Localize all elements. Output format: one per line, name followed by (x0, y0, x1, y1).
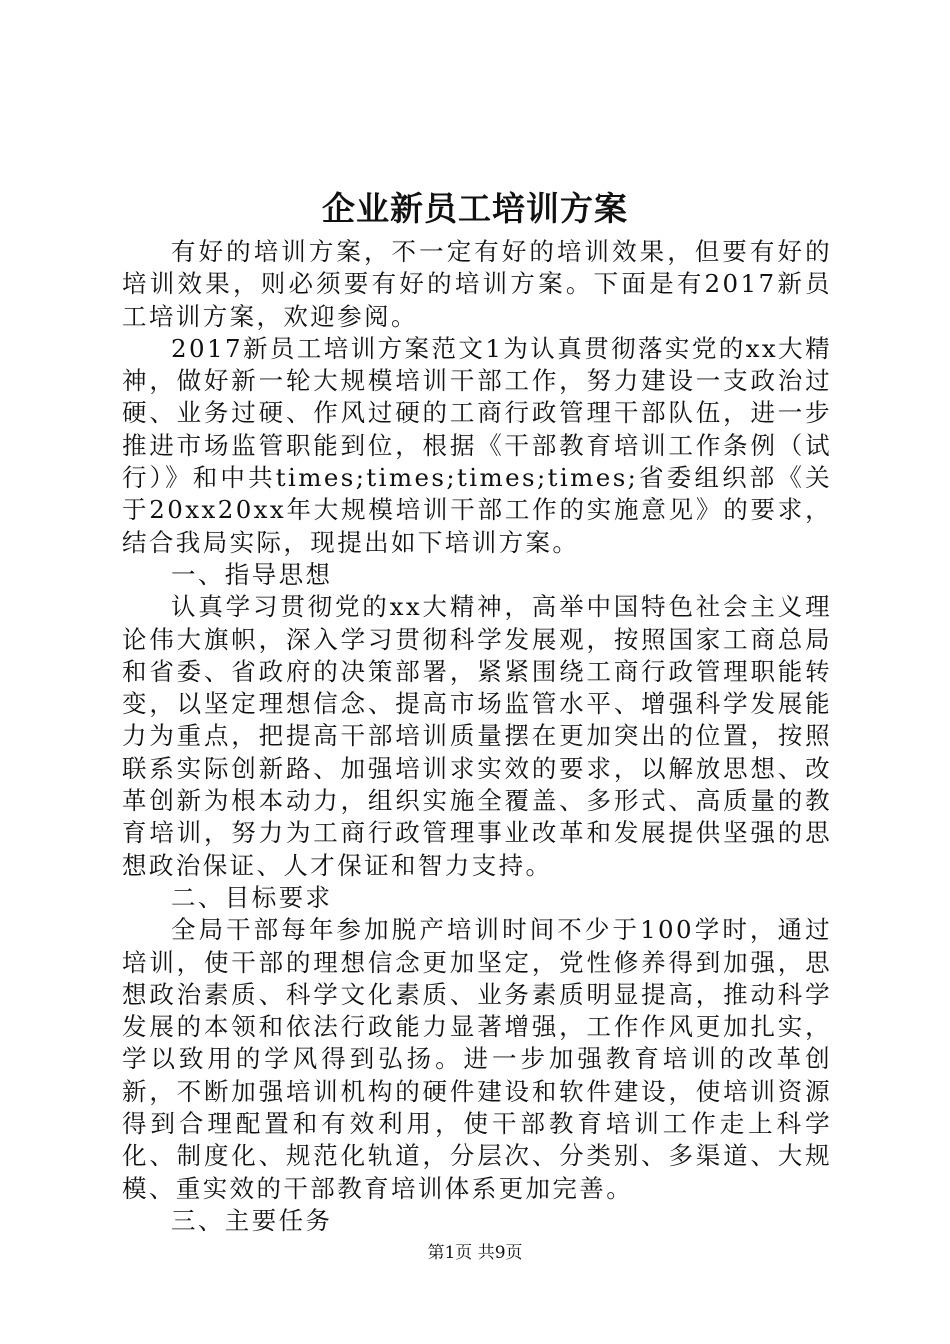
plan-paragraph: 2017新员工培训方案范文1为认真贯彻落实党的xx大精神，做好新一轮大规模培训干部工作，努力建设一支政治过硬、业务过硬、作风过硬的工商行政管理干部队伍，进一步推进市场监管职能到位，根据《干部教育培训工作条例（试行）》和中共times;times;times;times;省委组织部《关于20xx20xx年大规模培训干部工作的实施意见》的要求，结合我局实际，现提出如下培训方案。 (122, 333, 832, 557)
page-number-footer: 第1页 共9页 (427, 1243, 523, 1263)
section-heading-guiding-ideology: 一、指导思想 (171, 559, 333, 589)
document-body (122, 236, 832, 1237)
guiding-ideology-paragraph: 认真学习贯彻党的xx大精神，高举中国特色社会主义理论伟大旗帜，深入学习贯彻科学发展观，按照国家工商总局和省委、省政府的决策部署，紧紧围绕工商行政管理职能转变，以坚定理想信念、提高市场监管水平、增强科学发展能力为重点，把提高干部培训质量摆在更加突出的位置，按照联系实际创新路、加强培训求实效的要求，以解放思想、改革创新为根本动力，组织实施全覆盖、多形式、高质量的教育培训，努力为工商行政管理事业改革和发展提供坚强的思想政治保证、人才保证和智力支持。 (122, 592, 832, 880)
goals-paragraph: 全局干部每年参加脱产培训时间不少于100学时，通过培训，使干部的理想信念更加坚定，党性修养得到加强，思想政治素质、科学文化素质、业务素质明显提高，推动科学发展的本领和依法行政能力显著增强，工作作风更加扎实，学以致用的学风得到弘扬。进一步加强教育培训的改革创新，不断加强培训机构的硬件建设和软件建设，使培训资源得到合理配置和有效利用，使干部教育培训工作走上科学化、制度化、规范化轨道，分层次、分类别、多渠道、大规模、重实效的干部教育培训体系更加完善。 (122, 915, 832, 1203)
document-title: 企业新员工培训方案 (322, 189, 628, 228)
section-heading-main-tasks: 三、主要任务 (171, 1205, 333, 1235)
intro-paragraph: 有好的培训方案，不一定有好的培训效果，但要有好的培训效果，则必须要有好的培训方案。下面是有2017新员工培训方案，欢迎参阅。 (122, 237, 832, 331)
section-heading-goals: 二、目标要求 (171, 882, 333, 912)
